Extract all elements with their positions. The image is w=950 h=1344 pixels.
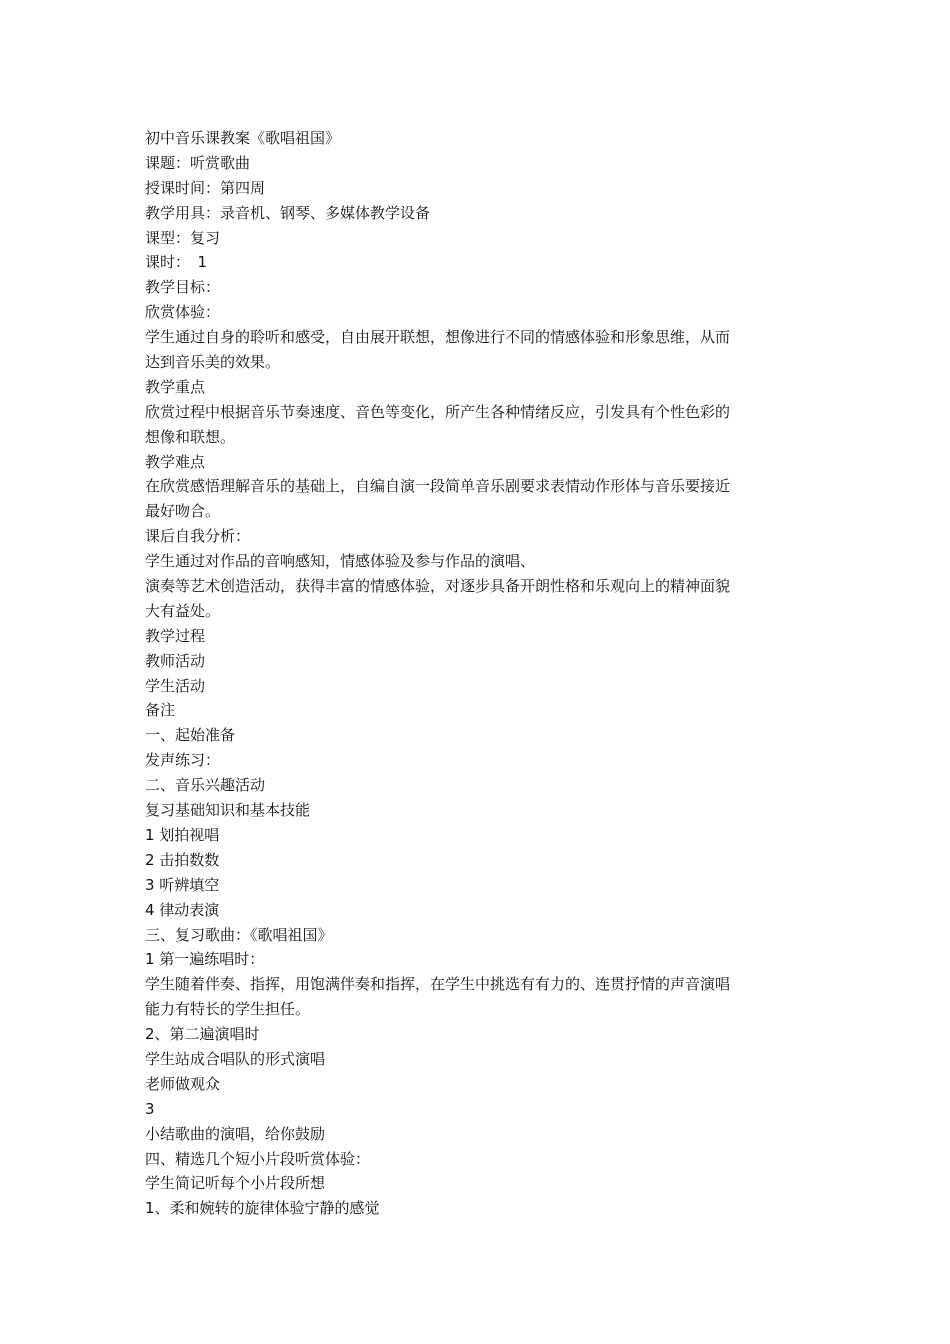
teaching-process-heading: 教学过程 (145, 626, 206, 645)
section-three-heading: 三、复习歌曲：《歌唱祖国》 (145, 925, 333, 944)
vocal-practice-line: 发声练习： (145, 751, 221, 770)
list-item-1: 1 划拍视唱 (145, 825, 220, 844)
teacher-audience-line: 老师做观众 (145, 1074, 221, 1093)
first-practice-text-line-2: 能力有特长的学生担任。 (145, 1000, 311, 1019)
lesson-type-line: 课型：复习 (145, 228, 221, 247)
melody-experience-line: 1、柔和婉转的旋律体验宁静的感觉 (145, 1199, 380, 1218)
difficulties-text-line-1: 在欣赏感悟理解音乐的基础上，自编自演一段简单音乐剧要求表情动作形体与音乐要接近 (145, 477, 731, 496)
teaching-time-line: 授课时间：第四周 (145, 178, 266, 197)
self-analysis-text-line-2: 演奏等艺术创造活动，获得丰富的情感体验，对逐步具备开朗性格和乐观向上的精神面貌 (145, 577, 731, 596)
lesson-hours-line: 课时： 1 (145, 253, 208, 272)
teaching-tools-line: 教学用具：录音机、钢琴、多媒体教学设备 (145, 203, 431, 222)
document-title: 初中音乐课教案《歌唱祖国》 (145, 129, 341, 147)
teacher-activity-label: 教师活动 (145, 651, 206, 670)
first-practice-text-line-1: 学生随着伴奏、指挥，用饱满伴奏和指挥，在学生中挑选有有力的、连贯抒情的声音演唱 (145, 975, 731, 994)
key-points-text-line-1: 欣赏过程中根据音乐节奏速度、音色等变化，所产生各种情绪反应，引发具有个性色彩的 (145, 402, 731, 421)
document-body (145, 126, 810, 1221)
first-practice-line: 1 第一遍练唱时： (145, 950, 265, 969)
student-activity-label: 学生活动 (145, 676, 206, 695)
choir-line: 学生站成合唱队的形式演唱 (145, 1049, 326, 1068)
difficulties-heading: 教学难点 (145, 452, 206, 471)
self-analysis-text-line-1: 学生通过对作品的音响感知，情感体验及参与作品的演唱、 (145, 552, 536, 571)
section-four-heading: 四、精选几个短小片段听赏体验： (145, 1149, 371, 1168)
summary-line: 小结歌曲的演唱，给你鼓励 (145, 1124, 326, 1143)
key-points-heading: 教学重点 (145, 377, 206, 396)
appreciation-text-line-1: 学生通过自身的聆听和感受，自由展开联想，想像进行不同的情感体验和形象思维，从而 (145, 328, 731, 347)
list-item-4: 4 律动表演 (145, 900, 220, 919)
list-item-2: 2 击拍数数 (145, 850, 220, 869)
teaching-goals-heading: 教学目标： (145, 278, 221, 297)
topic-line: 课题：听赏歌曲 (145, 153, 251, 172)
difficulties-text-line-2: 最好吻合。 (145, 502, 221, 521)
remarks-label: 备注 (145, 701, 176, 720)
self-analysis-text-line-3: 大有益处。 (145, 601, 221, 620)
student-notes-line: 学生简记听每个小片段所想 (145, 1174, 326, 1193)
self-analysis-heading: 课后自我分析： (145, 527, 251, 546)
section-one-heading: 一、起始准备 (145, 726, 236, 745)
list-item-3: 3 听辨填空 (145, 875, 220, 894)
second-practice-line: 2、第二遍演唱时 (145, 1025, 260, 1044)
section-two-heading: 二、音乐兴趣活动 (145, 776, 266, 795)
appreciation-text-line-2: 达到音乐美的效果。 (145, 353, 281, 372)
number-three-line: 3 (145, 1099, 155, 1118)
key-points-text-line-2: 想像和联想。 (145, 427, 236, 446)
review-basics-line: 复习基础知识和基本技能 (145, 801, 311, 820)
appreciation-heading: 欣赏体验： (145, 303, 221, 322)
